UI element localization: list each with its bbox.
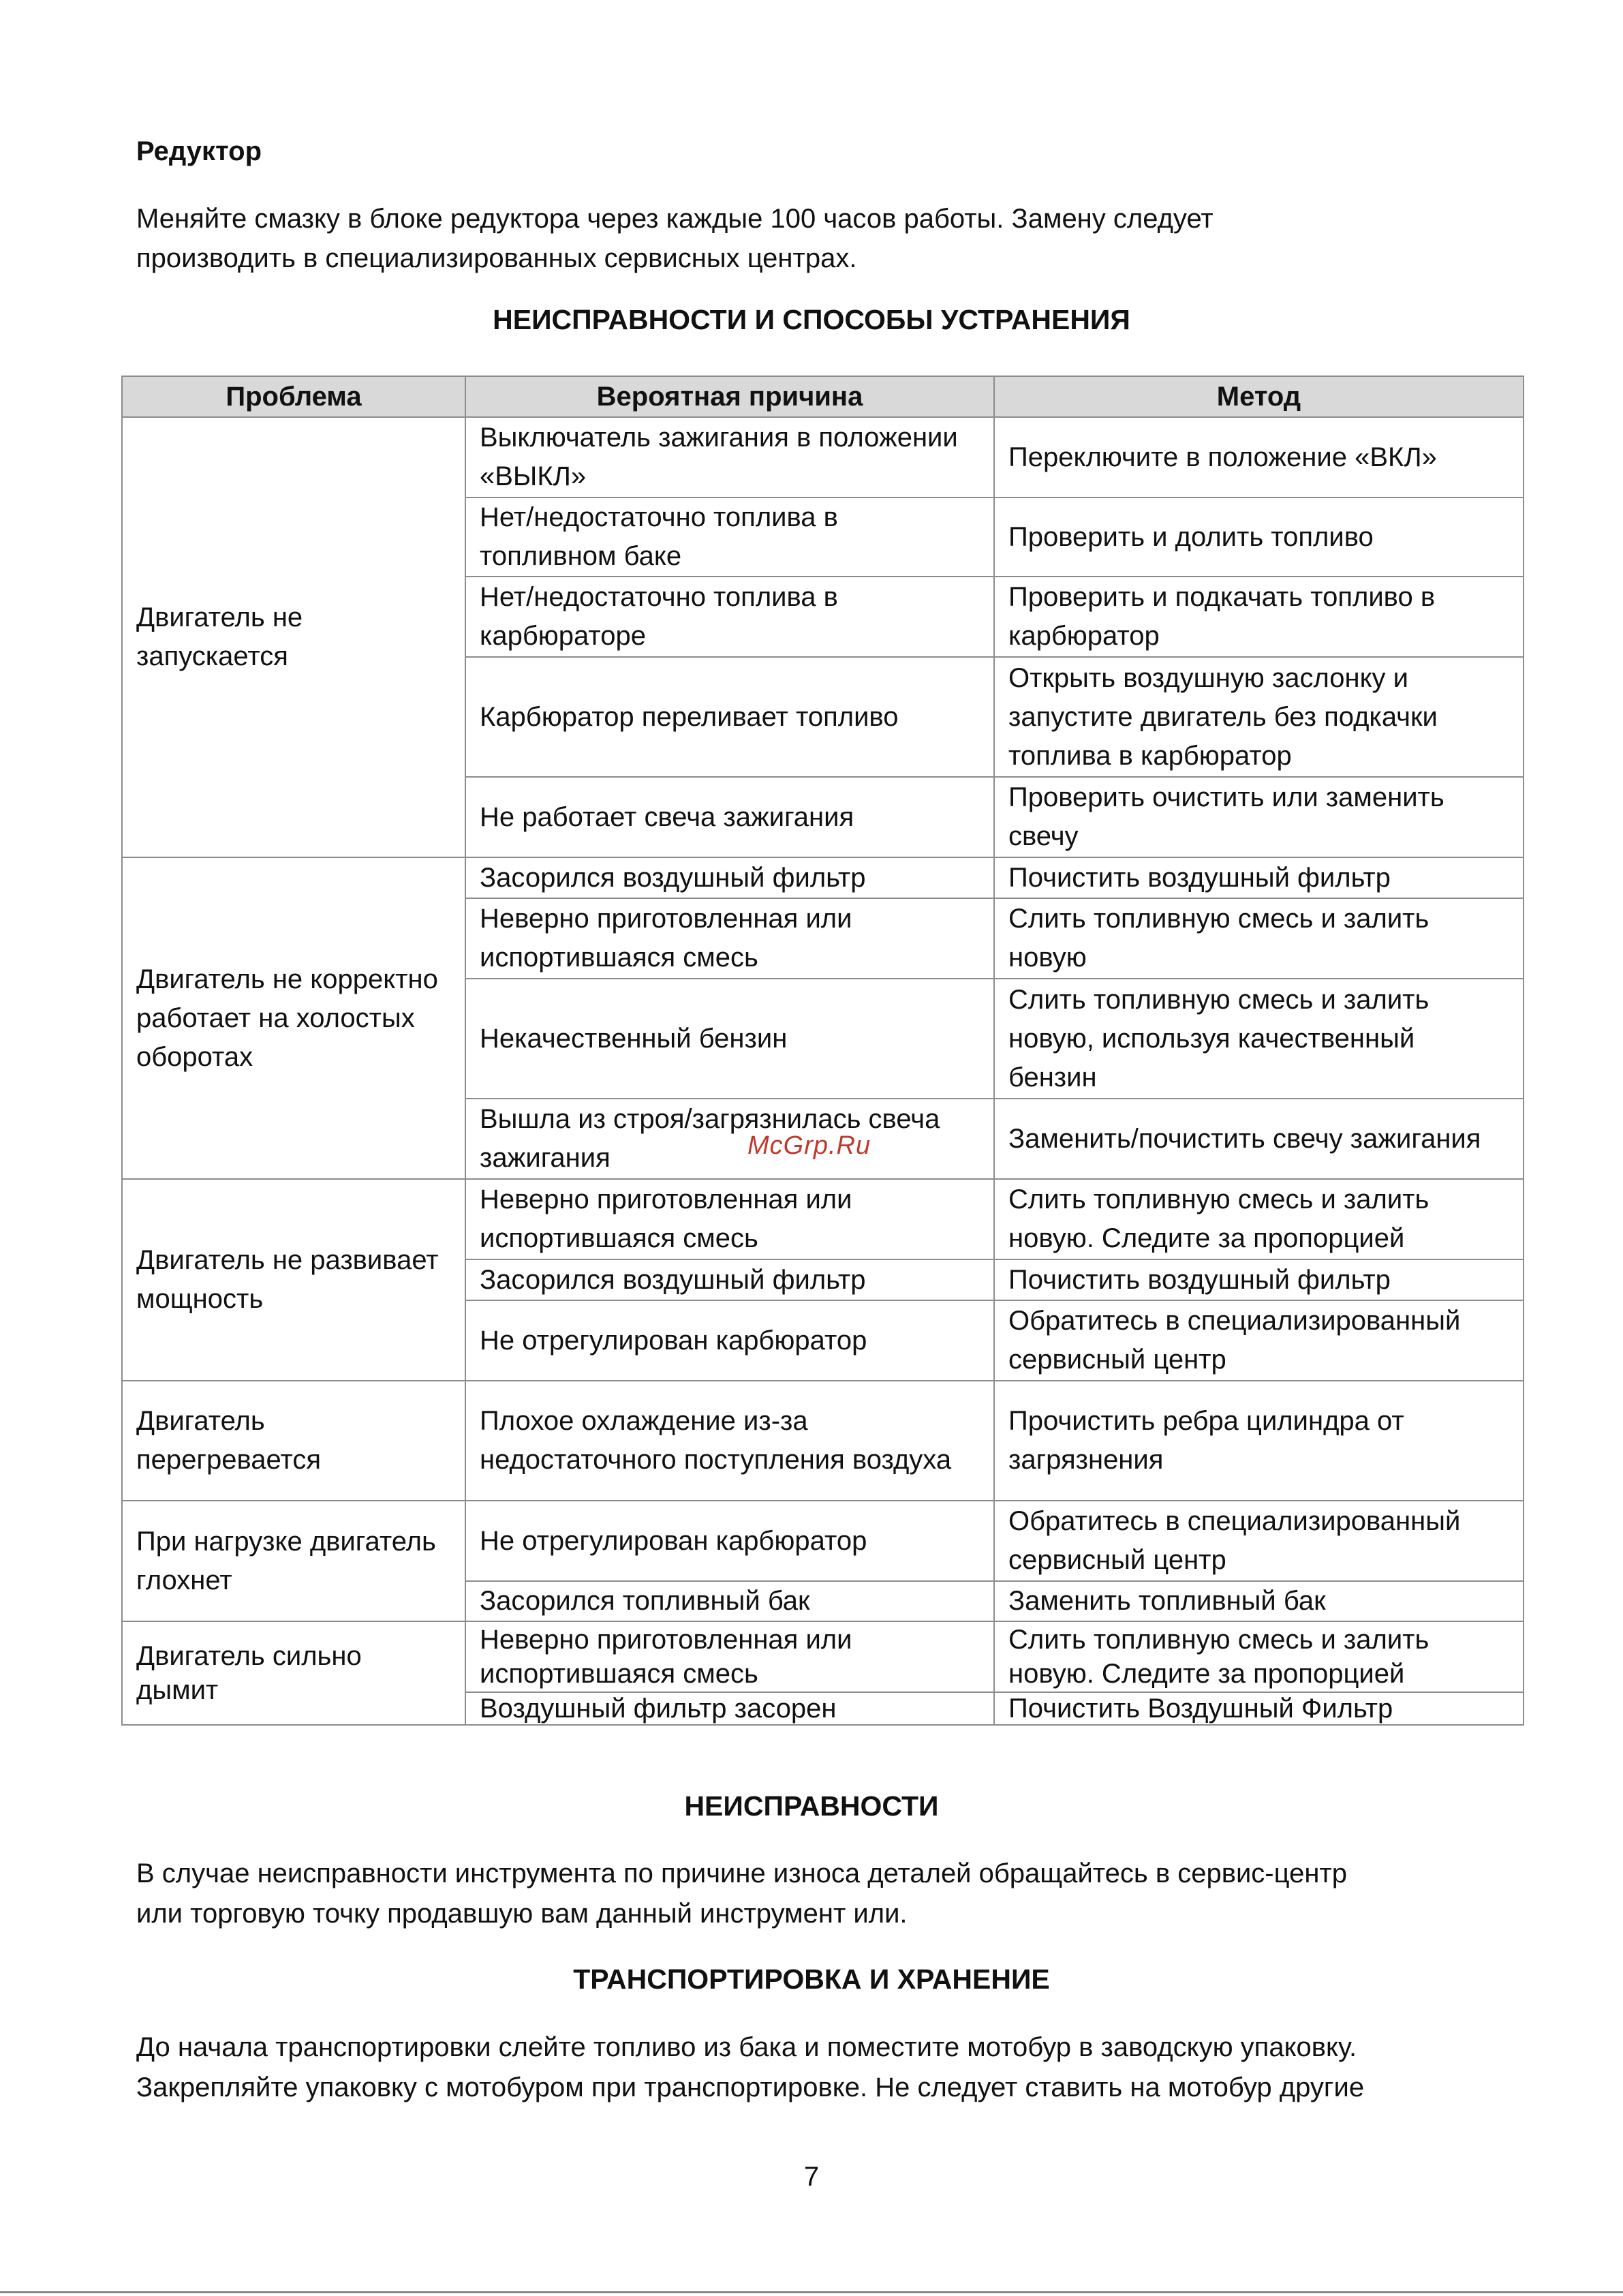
cause-cell: Не отрегулирован карбюратор [465, 1300, 994, 1381]
cause-cell: Не отрегулирован карбюратор [465, 1501, 994, 1581]
cause-cell: Нет/недостаточно топлива в топливном баке [465, 498, 994, 577]
header-method: Метод [994, 376, 1524, 417]
method-cell: Заменить/почистить свечу зажигания [994, 1099, 1524, 1179]
problem-cell: При нагрузке двигатель глохнет [122, 1501, 465, 1621]
troubleshooting-table [121, 376, 1524, 1726]
method-cell: Слить топливную смесь и залить новую, используя качественный бензин [994, 979, 1524, 1099]
cause-cell: Плохое охлаждение из-за недостаточного поступления воздуха [465, 1381, 994, 1501]
cause-cell: Карбюратор переливает топливо [465, 657, 994, 777]
cause-cell: Засорился воздушный фильтр [465, 1259, 994, 1300]
method-cell: Прочистить ребра цилиндра от загрязнения [994, 1381, 1524, 1501]
header-problem: Проблема [122, 376, 465, 417]
faults-section-title: НЕИСПРАВНОСТИ [684, 1790, 939, 1822]
page-number: 7 [803, 2162, 820, 2192]
cause-cell: Неверно приготовленная или испортившаяся смесь [465, 1179, 994, 1259]
transport-text-line2: Закрепляйте упаковку с мотобуром при транспортировке. Не следует ставить на мотобур другие [136, 2072, 1365, 2102]
cause-cell: Не работает свеча зажигания [465, 777, 994, 857]
faults-text-line2: или торговую точку продавшую вам данный инструмент или. [136, 1899, 908, 1929]
method-cell: Проверить и долить топливо [994, 498, 1524, 577]
table-row [122, 417, 1524, 498]
method-cell: Переключите в положение «ВКЛ» [994, 417, 1524, 498]
cause-cell: Неверно приготовленная или испортившаяся смесь [465, 1621, 994, 1692]
transport-section-title: ТРАНСПОРТИРОВКА И ХРАНЕНИЕ [573, 1963, 1050, 1995]
table-row [122, 1381, 1524, 1501]
table-header-row [122, 376, 1524, 417]
transport-text-line1: До начала транспортировки слейте топливо из бака и поместите мотобур в заводскую упаковку. [136, 2032, 1357, 2062]
method-cell: Проверить и подкачать топливо в карбюратор [994, 577, 1524, 657]
problem-cell: Двигатель перегревается [122, 1381, 465, 1501]
table-row [122, 1501, 1524, 1581]
cause-cell: Нет/недостаточно топлива в карбюраторе [465, 577, 994, 657]
method-cell: Почистить воздушный фильтр [994, 1259, 1524, 1300]
table-row [122, 857, 1524, 898]
cause-cell: Вышла из строя/загрязнилась свеча зажигания [465, 1099, 994, 1179]
method-cell: Проверить очистить или заменить свечу [994, 777, 1524, 857]
reducer-text-line2: производить в специализированных сервисных центрах. [136, 243, 857, 273]
problem-cell: Двигатель не запускается [122, 417, 465, 857]
problem-cell: Двигатель сильно дымит [122, 1621, 465, 1725]
method-cell: Слить топливную смесь и залить новую. Следите за пропорцией [994, 1621, 1524, 1692]
method-cell: Слить топливную смесь и залить новую. Следите за пропорцией [994, 1179, 1524, 1259]
method-cell: Слить топливную смесь и залить новую [994, 898, 1524, 979]
reducer-text-line1: Меняйте смазку в блоке редуктора через каждые 100 часов работы. Замену следует [136, 204, 1214, 234]
cause-cell: Неверно приготовленная или испортившаяся смесь [465, 898, 994, 979]
reducer-title: Редуктор [136, 136, 262, 166]
cause-cell: Засорился топливный бак [465, 1581, 994, 1621]
table-row [122, 1621, 1524, 1692]
method-cell: Обратитесь в специализированный сервисный центр [994, 1300, 1524, 1381]
table-row [122, 1179, 1524, 1259]
watermark: McGrp.Ru [747, 1131, 871, 1160]
problem-cell: Двигатель не корректно работает на холостых оборотах [122, 857, 465, 1179]
faults-table-title: НЕИСПРАВНОСТИ И СПОСОБЫ УСТРАНЕНИЯ [493, 304, 1130, 335]
problem-cell: Двигатель не развивает мощность [122, 1179, 465, 1381]
method-cell: Почистить Воздушный Фильтр [994, 1692, 1524, 1725]
cause-cell: Некачественный бензин [465, 979, 994, 1099]
cause-cell: Выключатель зажигания в положении «ВЫКЛ» [465, 417, 994, 498]
method-cell: Обратитесь в специализированный сервисный центр [994, 1501, 1524, 1581]
method-cell: Открыть воздушную заслонку и запустите двигатель без подкачки топлива в карбюратор [994, 657, 1524, 777]
cause-cell: Воздушный фильтр засорен [465, 1692, 994, 1725]
cause-cell: Засорился воздушный фильтр [465, 857, 994, 898]
bottom-divider [0, 2291, 1623, 2293]
header-cause: Вероятная причина [465, 376, 994, 417]
method-cell: Почистить воздушный фильтр [994, 857, 1524, 898]
method-cell: Заменить топливный бак [994, 1581, 1524, 1621]
faults-text-line1: В случае неисправности инструмента по причине износа деталей обращайтесь в сервис-центр [136, 1858, 1347, 1888]
